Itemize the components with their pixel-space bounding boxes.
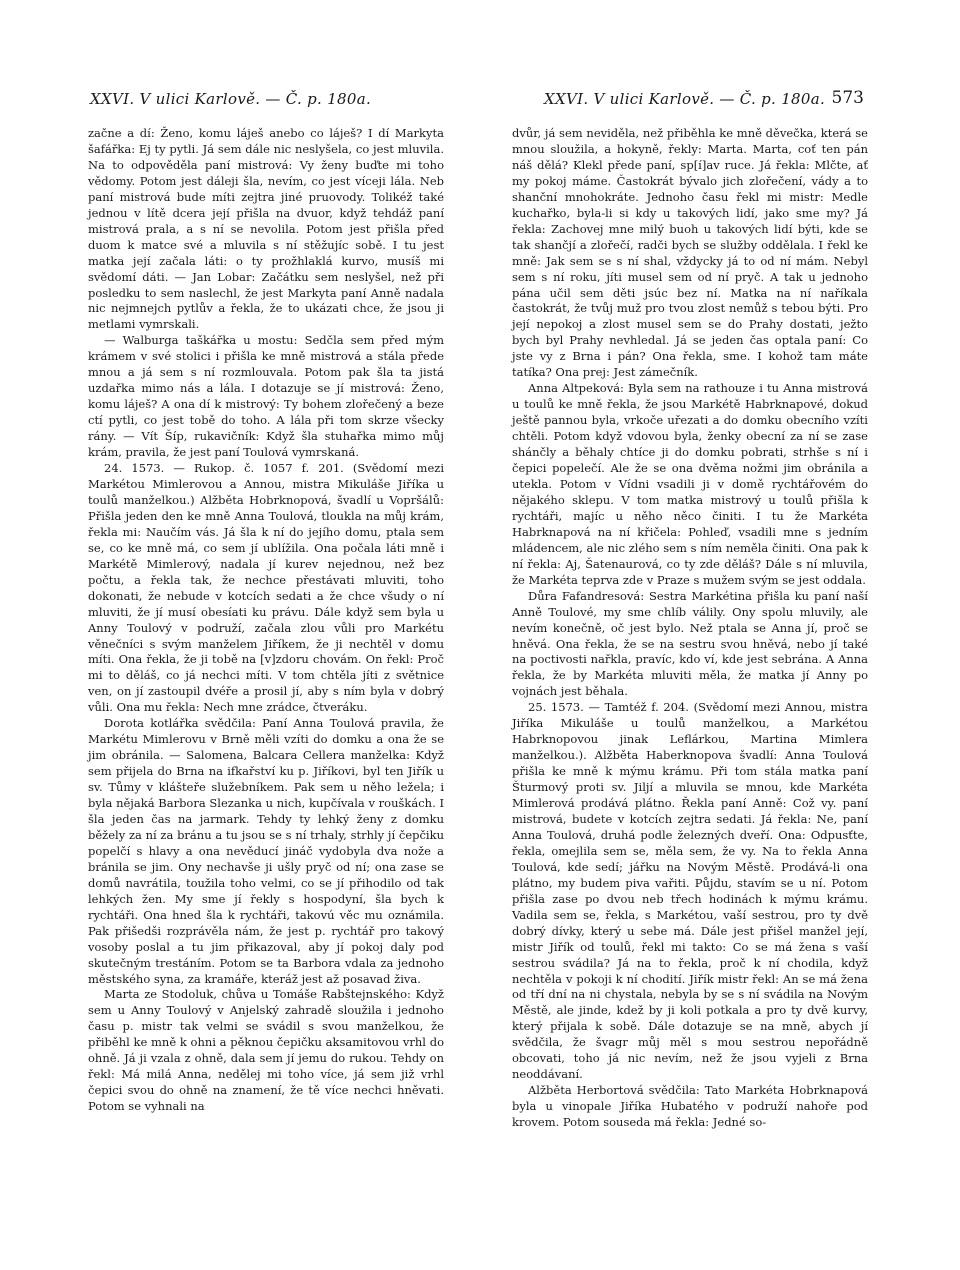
page-number: 573 <box>831 88 864 108</box>
paragraph: Anna Altpeková: Byla sem na rathouze i tu Anna mistrová u toulů ke mně řekla, že jsou Markétě Habrknapové, dokud ještě pannou byla, vrkoče uřezati a do domku obecního vzíti chtěli. Potom když vdovou byla, ženky obecní za ní se zase shánčly a běhaly chtíce ji do domku pobrati, strhše s ní i čepici popelečí. Ale že se ona dvěma nožmi jim obránila a utekla. Potom v Vídni vsadili ji v domě rychtářovém do nějakého sklepu. V tom matka mistrový u toulů přišla k rychtáři, majíc u něho něco činiti. I tu že Markéta Habrknapová na ní křičela: Pohleď, vsadili mne s jedním mládencem, ale nic zlého sem s ním neměla činiti. Ona pak k ní řekla: Aj, Šatenaurová, co ty zde děláš? Dále s ní mluvila, že Markéta teprva zde v Praze s mužem svým se jest oddala. <box>512 381 868 587</box>
paragraph: Marta ze Stodoluk, chůva u Tomáše Rabštejnského: Když sem u Anny Toulový v Anjelský zahradě sloužila i jednoho času p. mistr tak velmi se svádil s svou manželkou, že přiběhl ke mně k ohni a pěknou čepičku aksamitovou vrhl do ohně. Já ji vzala z ohně, dala sem jí jemu do rukou. Tehdy on řekl: Má milá Anna, nedělej mi toho více, já sem již vrhl čepici svou do ohně na znamení, že tě více nechci hněvati. Potom se vyhnali na <box>88 987 444 1114</box>
paragraph: 25. 1573. — Tamtéž f. 204. (Svědomí mezi Annou, mistra Jiříka Mikuláše u toulů manželkou, a Markétou Habrknopovou jinak Leflárkou, Martina Mimlera manželkou.). Alžběta Haberknopova švadlí: Anna Toulová přišla ke mně k mýmu krámu. Při tom stála matka paní Šturmový proti sv. Jiljí a mluvila se mnou, kde Markéta Mimlerová prodává plátno. Řekla paní Anně: Což vy. paní mistrová, budete v kotcích zejtra sedati. Já řekla: Ne, paní Anna Toulová, druhá podle železných dveří. Ona: Odpusťte, řekla, omejlila sem se, měla sem, že vy. Na to řekla Anna Toulová, kde sedí; jářku na Novým Městě. Prodává-li ona plátno, my budem piva vařiti. Půjdu, stavím se u ní. Potom přišla zase po dvou neb třech hodinách k mýmu krámu. Vadila sem se, řekla, s Markétou, vaší sestrou, pro ty dvě dobrý dívky, který u sebe má. Dále jest přišel manžel její, mistr Jiřík od toulů, řekl mi takto: Co se má žena s vaší sestrou svádila? Já na to řekla, proč k ní chodila, když nechtěla v pokoji k ní chodití. Jiřík mistr řekl: An se má žena od tří dní na ni chystala, nebyla by se s ní svádila na Novým Městě, ale jinde, kdež by ji koli potkala a pro ty dvě kurvy, který přijala k sobě. Dále dotazuje se na mně, abych jí svědčila, že švagr můj měl s mou sestrou nepořádně obcovati, toho já nic nevím, než že jsou vyjeli z Brna neoddávaní. <box>512 700 868 1082</box>
paragraph: Dorota kotlářka svědčila: Paní Anna Toulová pravila, že Markétu Mimlerovu v Brně měli vzíti do domku a ona že se jim obránila. — Salomena, Balcara Cellera manželka: Když sem přijela do Brna na ifkařství ku p. Jiříkovi, byl ten Jiřík u sv. Tůmy v klášteře služebníkem. Pak sem u něho ležela; i byla nějaká Barbora Slezanka u nich, kupčívala v rouškách. I šla jeden čas na jarmark. Tehdy ty lehký ženy z domku běžely za ní za bránu a tu jsou se s ní trhaly, strhly jí čepčiku popelčí s hlavy a ona nevěducí jináč vydobyla dva nože a bránila se jim. Ony nechavše ji ušly pryč od ní; ona zase se domů navrátila, toužila toho velmi, co se jí přihodilo od tak lehkých žen. My sme jí řekly s hospodyní, šla bych k rychtáři. Ona hned šla k rychtáři, takovú věc mu oznámila. Pak přišedši rozprávěla nám, že jest p. rychtář pro takový vosoby poslal a tu jim přikazoval, aby jí pokoj daly pod skutečným trestáním. Potom se ta Barbora vdala za jednoho městského syna, za kramáře, kteráž jest až posavad živa. <box>88 716 444 986</box>
left-text-column <box>88 126 444 1115</box>
right-running-title: XXVI. V ulici Karlově. — Č. p. 180a. <box>544 90 826 108</box>
paragraph: dvůr, já sem neviděla, než přiběhla ke mně děvečka, která se mnou sloužila, a hokyně, řekly: Marta. Marta, coť ten pán náš dělá? Klekl přede paní, sp[í]av ruce. Já řekla: Mlčte, ať my pokoj máme. Častokrát bývalo jich zlořečení, vády a to shanční mnohokráte. Jednoho času řekl mi mistr: Medle kuchařko, byla-li si kdy u takových lidí, jako sme my? Já řekla: Zachovej mne milý buoh u takových lidí býti, kde se tak shančjí a zlořečí, radči bych se služby oddělala. I řekl ke mně: Jak sem se s ní shal, vždycky já to od ní mám. Nebyl sem s ní roku, jíti musel sem od ní pryč. A tak u jednoho pána učil sem děti jsúc bez ní. Matka na ní naříkala častokrát, že tvůj muž pro tvou zlost nemůž s tebou býti. Pro její nepokoj a zlost musel sem se do Prahy dostati, ježto bych byl Prahy nevhledal. Já se jeden čas optala paní: Co jste vy z Brna i pán? Ona řekla, sme. I kohož tam máte tatíka? Ona prej: Jest zámečník. <box>512 126 868 380</box>
right-text-column <box>512 126 868 1131</box>
paragraph: Alžběta Herbortová svědčila: Tato Markéta Hobrknapová byla u vinopale Jiříka Hubatého v podruží nahoře pod krovem. Potom souseda má řekla: Jedné so- <box>512 1083 868 1130</box>
paragraph: — Walburga taškářka u mostu: Sedčla sem před mým krámem v své stolici i přišla ke mně mistrová a stála přede mnou a já sem s ní rozmlouvala. Potom pak šla ta jistá uzdařka mimo nás a lála. I dotazuje se jí mistrová: Ženo, komu láješ? A ona dí k mistrový: Ty bohem zlořečený a beze ctí pytli, co jest tobě do toho. A lála při tom skrze všecky rány. — Vít Šíp, rukavičník: Když šla stuhařka mimo můj krám, pravila, že jest paní Toulová vymrskaná. <box>88 333 444 460</box>
paragraph: 24. 1573. — Rukop. č. 1057 f. 201. (Svědomí mezi Markétou Mimlerovou a Annou, mistra Mikuláše Jiříka u toulů manželkou.) Alžběta Hobrknopová, švadlí u Vopršálů: Přišla jeden den ke mně Anna Toulová, tloukla na můj krám, řekla mi: Naučím vás. Já šla k ní do jejího domu, ptala sem se, co ke mně má, co sem jí ublížila. Ona počala láti mně i Markétě Mimlerový, nadala jí kurev nejednou, než bez počtu, a řekla tak, že nechce přestávati mluviti, toho dokonati, že nebude v kotcích sedati a že chce všudy o ní mluviti, že jí musí obesíati ku právu. Dále když sem byla u Anny Toulový v podruží, začala zlou vůli pro Markétu věnečníci s svým manželem Jiříkem, že ji nechtěl v domu míti. Ona řekla, že ji tobě na [v]zdoru chovám. On řekl: Proč mi to děláš, co já nechci míti. V tom chtěla jíti z světnice ven, on jí zastoupil dvéře a prosil jí, aby s ním byla v dobrý vůli. Ona mu řekla: Nech mne zrádce, čtveráku. <box>88 461 444 715</box>
running-header <box>86 90 864 114</box>
paragraph: začne a dí: Ženo, komu láješ anebo co láješ? I dí Markyta šafářka: Ej ty pytli. Já sem dále nic neslyšela, co jest mluvila. Na to odpověděla paní mistrová: Vy ženy buďte mi toho vědomy. Potom jest dáleji šla, nevím, co jest víceji lála. Neb paní mistrová bude míti zejtra jiné pruovody. Tolikéž také jednou v lítě dcera její přišla na dvuor, když tehdáž paní mistrová prala, a s ní se nevolila. Potom jest přišla před duom k matce své a mluvila s ní stěžujíc sobě. I tu jest matka její začala láti: o ty prožhlaklá kurvo, musíš mi svědomí dáti. — Jan Lobar: Začátku sem neslyšel, než při posledku to sem naslechl, že jest Markyta paní Anně nadala nic nejmnejch pytlův a řekla, že to ukázati chce, že jsou ji metlami vymrskali. <box>88 126 444 332</box>
left-running-title: XXVI. V ulici Karlově. — Č. p. 180a. <box>90 90 372 108</box>
paragraph: Důra Fafandresová: Sestra Markétina přišla ku paní naší Anně Toulové, my sme chlíb válily. Ony spolu mluvily, ale nevím konečně, oč jest bylo. Než ptala se Anna jí, proč se hněvá. Ona řekla, že se na sestru svou hněvá, nebo jí také na poctivosti nařkla, pravíc, kdo ví, kde jest sebrána. A Anna řekla, že by Markéta mluviti měla, že matka jí Anny po vojnách jest běhala. <box>512 588 868 699</box>
